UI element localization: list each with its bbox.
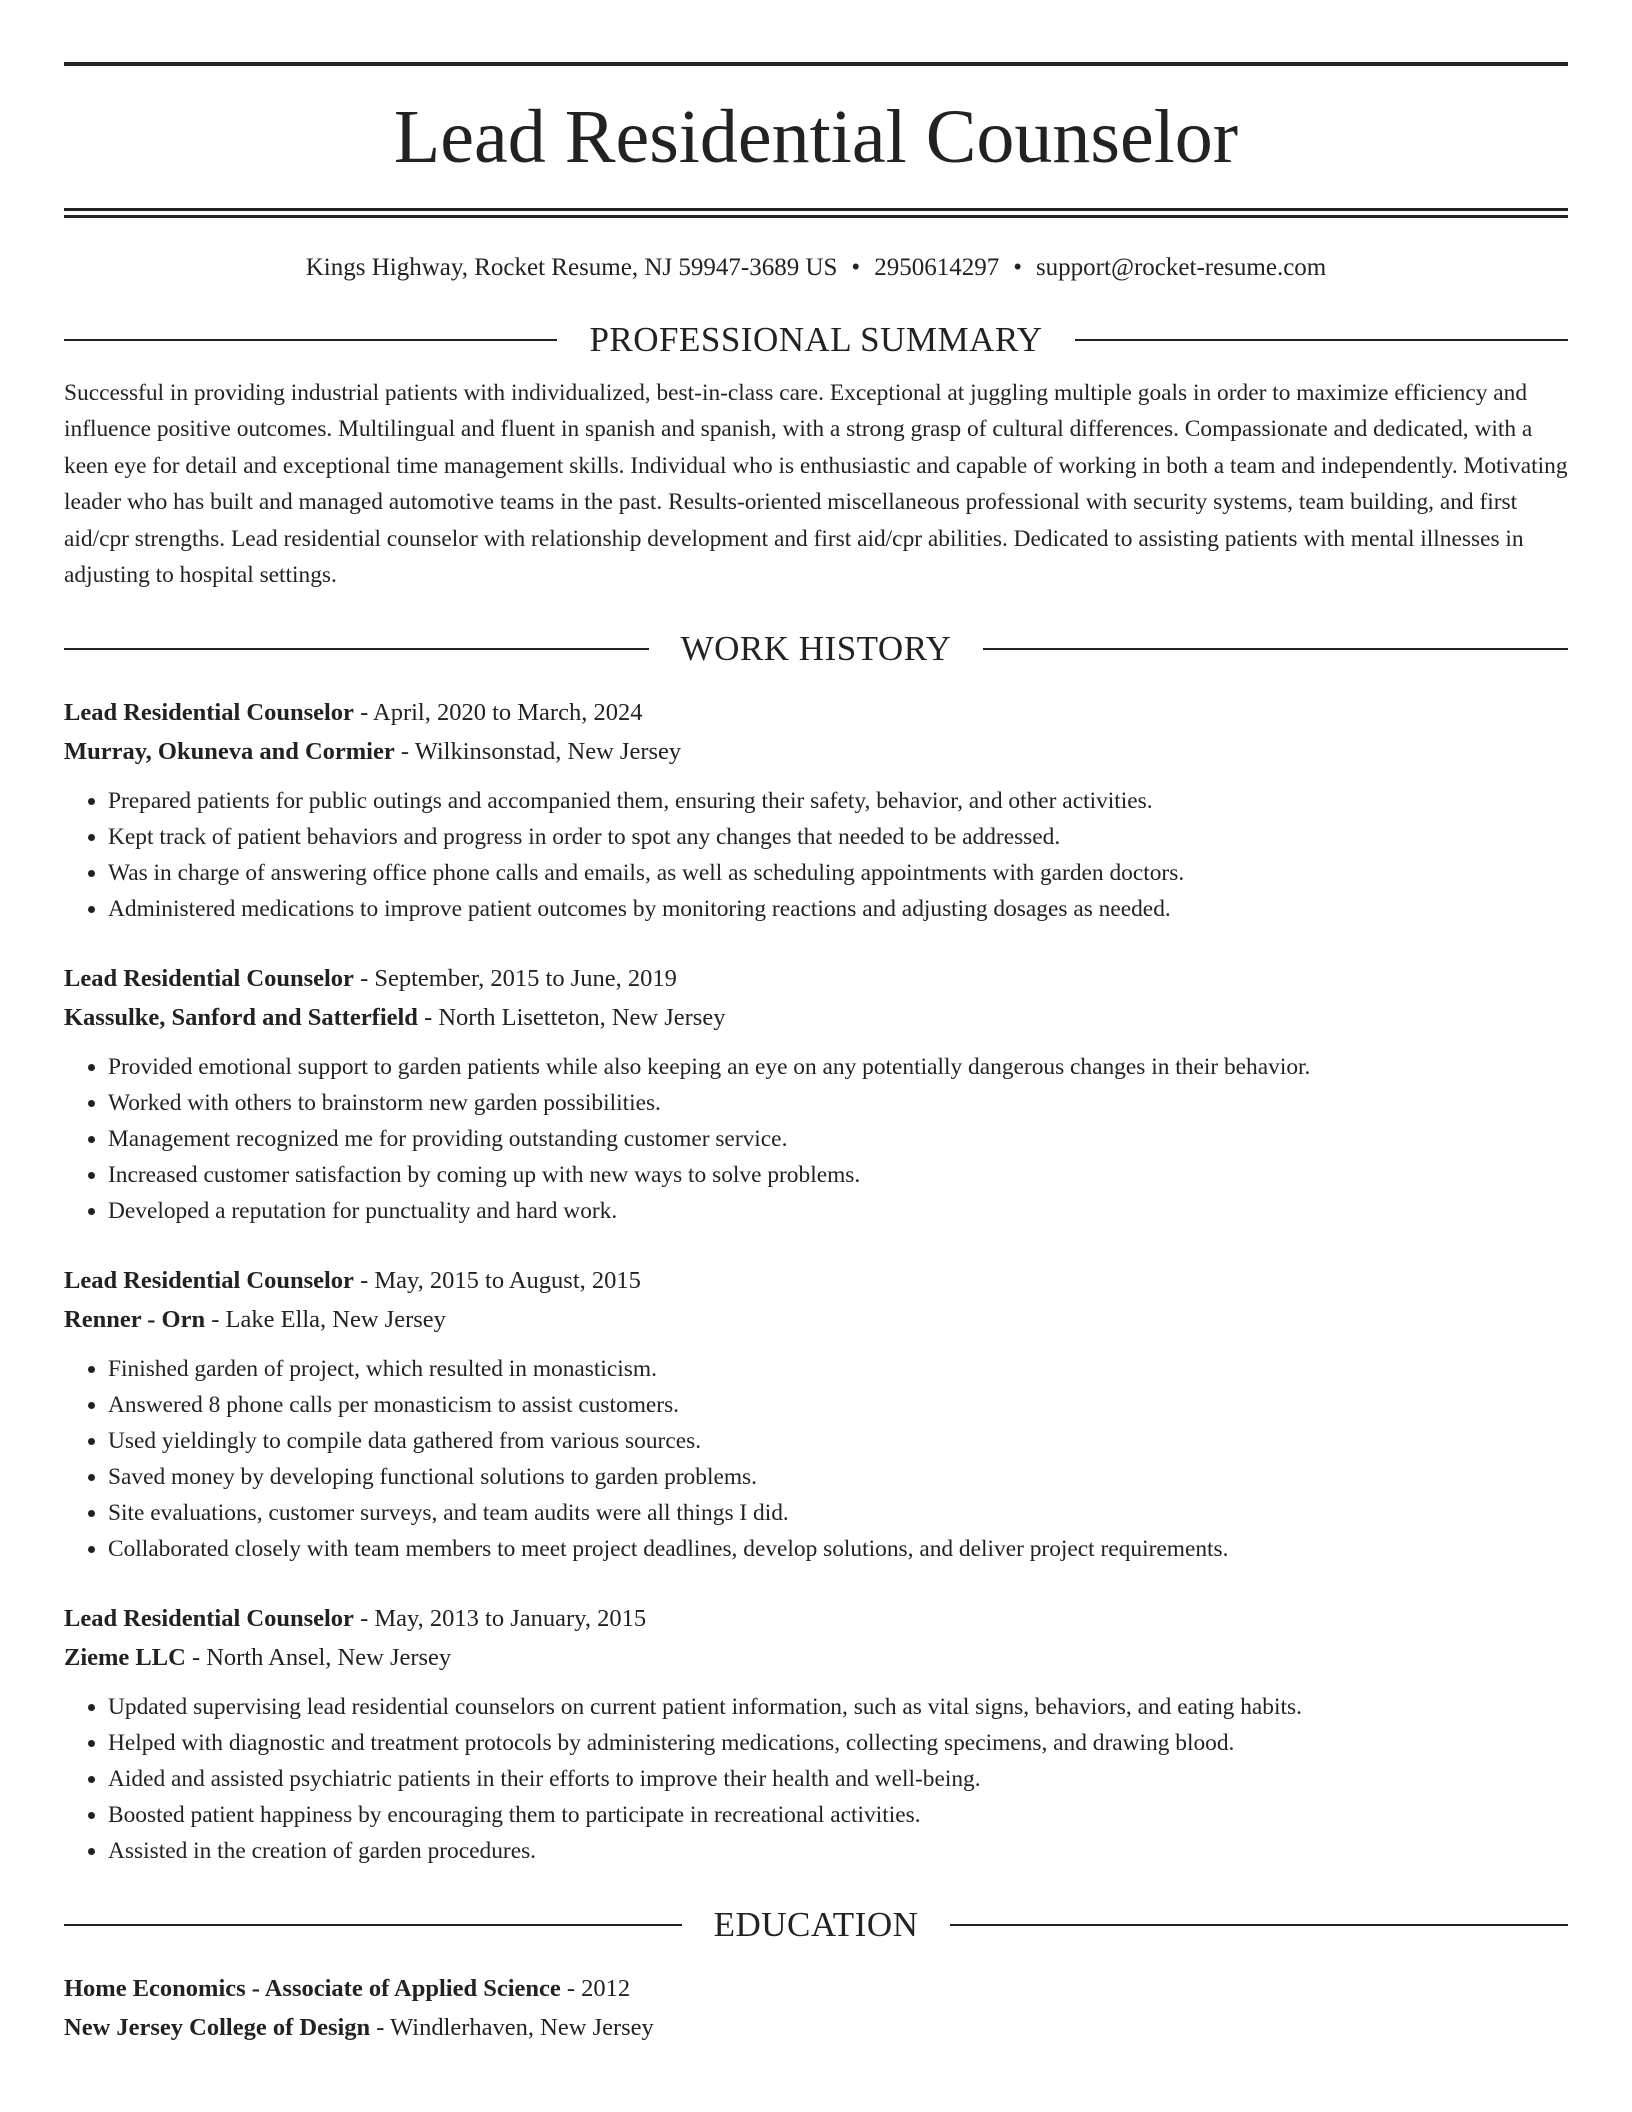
contact-address: Kings Highway, Rocket Resume, NJ 59947-3689 US: [305, 254, 838, 281]
double-rule: [64, 208, 1568, 218]
heading-rule-left: [64, 339, 557, 341]
job-bullet: • Increased customer satisfaction by coming up with new ways to solve problems.: [108, 1157, 1568, 1193]
top-rule: [64, 62, 1568, 66]
job-bullet: • Provided emotional support to garden patients while also keeping an eye on any potentially dangerous changes in their behavior.: [108, 1049, 1568, 1085]
job-bullet: • Updated supervising lead residential counselors on current patient information, such as vital signs, behaviors, and eating habits.: [108, 1689, 1568, 1725]
job-dates: - May, 2015 to August, 2015: [353, 1267, 641, 1295]
job-company-line: [64, 732, 1568, 771]
job-entry: [64, 1599, 1568, 1869]
heading-rule-left: [64, 648, 649, 650]
job-location: - North Lisetteton, New Jersey: [417, 1004, 726, 1032]
job-title: Lead Residential Counselor: [64, 699, 354, 727]
section-heading-summary: [64, 318, 1568, 362]
job-bullet: • Used yieldingly to compile data gathered from various sources.: [108, 1423, 1568, 1459]
job-company: Kassulke, Sanford and Satterfield: [64, 1004, 418, 1032]
job-bullet: • Was in charge of answering office phone calls and emails, as well as scheduling appointments with garden doctors.: [108, 855, 1568, 891]
heading-rule-right: [1075, 339, 1568, 341]
job-entry: [64, 693, 1568, 927]
contact-separator: •: [1013, 254, 1022, 281]
job-company: Renner - Orn: [64, 1306, 206, 1334]
job-company: Zieme LLC: [64, 1644, 186, 1672]
section-heading-education: [64, 1903, 1568, 1947]
job-bullet: • Developed a reputation for punctuality and hard work.: [108, 1193, 1568, 1229]
job-title: Lead Residential Counselor: [64, 1605, 354, 1633]
education-entry: [64, 1969, 1568, 2047]
section-title: WORK HISTORY: [680, 629, 952, 669]
job-dates: - September, 2015 to June, 2019: [353, 965, 677, 993]
education-degree-line: [64, 1969, 1568, 2008]
section-title: PROFESSIONAL SUMMARY: [589, 320, 1043, 359]
job-bullets: [64, 1351, 1568, 1567]
contact-email: support@rocket-resume.com: [1035, 254, 1327, 281]
job-title-line: [64, 1599, 1568, 1638]
work-history-list: [64, 693, 1568, 1869]
job-dates: - May, 2013 to January, 2015: [353, 1605, 647, 1633]
job-bullet: • Worked with others to brainstorm new garden possibilities.: [108, 1085, 1568, 1121]
section-title: EDUCATION: [713, 1905, 919, 1945]
education-school-line: [64, 2008, 1568, 2047]
job-title-line: [64, 1261, 1568, 1300]
job-location: - Lake Ella, New Jersey: [205, 1306, 446, 1334]
contact-line: [64, 252, 1568, 284]
section-heading-work: [64, 627, 1568, 671]
job-company-line: [64, 1300, 1568, 1339]
education-location: - Windlerhaven, New Jersey: [370, 2014, 654, 2042]
job-title-line: [64, 693, 1568, 732]
job-bullet: • Answered 8 phone calls per monasticism to assist customers.: [108, 1387, 1568, 1423]
job-company-line: [64, 1638, 1568, 1677]
job-title-line: [64, 959, 1568, 998]
education-school: New Jersey College of Design: [64, 2014, 371, 2042]
job-bullets: [64, 783, 1568, 927]
job-bullet: • Boosted patient happiness by encouraging them to participate in recreational activities.: [108, 1797, 1568, 1833]
job-entry: [64, 959, 1568, 1229]
job-title: Lead Residential Counselor: [64, 965, 354, 993]
job-bullet: • Assisted in the creation of garden procedures.: [108, 1833, 1568, 1869]
job-bullet: • Kept track of patient behaviors and progress in order to spot any changes that needed to be addressed.: [108, 819, 1568, 855]
job-bullet: • Finished garden of project, which resulted in monasticism.: [108, 1351, 1568, 1387]
summary-text: Successful in providing industrial patients with individualized, best-in-class care. Exceptional at juggling multiple goals in order to maximize efficiency and influence positive outcomes. Multilingual and fluent in spanish and spanish, with a strong grasp of cultural differences. Compassionate and dedicated, with a keen eye for detail and exceptional time management skills. Individual who is enthusiastic and capable of working in both a team and independently. Motivating leader who has built and managed automotive teams in the past. Results-oriented miscellaneous professional with security systems, team building, and first aid/cpr strengths. Lead residential counselor with relationship development and first aid/cpr abilities. Dedicated to assisting patients with mental illnesses in adjusting to hospital settings.: [64, 380, 1568, 589]
education-degree: Home Economics - Associate of Applied Science: [64, 1975, 561, 2003]
job-location: - Wilkinsonstad, New Jersey: [394, 738, 682, 766]
heading-rule-right: [983, 648, 1568, 650]
job-company-line: [64, 998, 1568, 1037]
job-bullet: • Helped with diagnostic and treatment protocols by administering medications, collecting specimens, and drawing blood.: [108, 1725, 1568, 1761]
job-bullets: [64, 1049, 1568, 1229]
contact-separator: •: [851, 254, 861, 281]
contact-phone: 2950614297: [874, 254, 1000, 281]
job-entry: [64, 1261, 1568, 1567]
job-bullet: • Saved money by developing functional solutions to garden problems.: [108, 1459, 1568, 1495]
resume-name: Lead Residential Counselor: [393, 95, 1239, 179]
job-bullet: • Collaborated closely with team members to meet project deadlines, develop solutions, and deliver project requirements.: [108, 1531, 1568, 1567]
heading-rule-left: [64, 1924, 682, 1926]
heading-rule-right: [950, 1924, 1568, 1926]
job-company: Murray, Okuneva and Cormier: [64, 738, 395, 766]
job-bullet: • Management recognized me for providing outstanding customer service.: [108, 1121, 1568, 1157]
job-location: - North Ansel, New Jersey: [185, 1644, 452, 1672]
job-bullet: • Site evaluations, customer surveys, and team audits were all things I did.: [108, 1495, 1568, 1531]
education-year: - 2012: [560, 1975, 631, 2003]
job-dates: - April, 2020 to March, 2024: [353, 699, 643, 727]
job-bullets: [64, 1689, 1568, 1869]
job-bullet: • Aided and assisted psychiatric patients in their efforts to improve their health and well-being.: [108, 1761, 1568, 1797]
job-title: Lead Residential Counselor: [64, 1267, 354, 1295]
job-bullet: • Prepared patients for public outings and accompanied them, ensuring their safety, behavior, and other activities.: [108, 783, 1568, 819]
job-bullet: • Administered medications to improve patient outcomes by monitoring reactions and adjusting dosages as needed.: [108, 891, 1568, 927]
